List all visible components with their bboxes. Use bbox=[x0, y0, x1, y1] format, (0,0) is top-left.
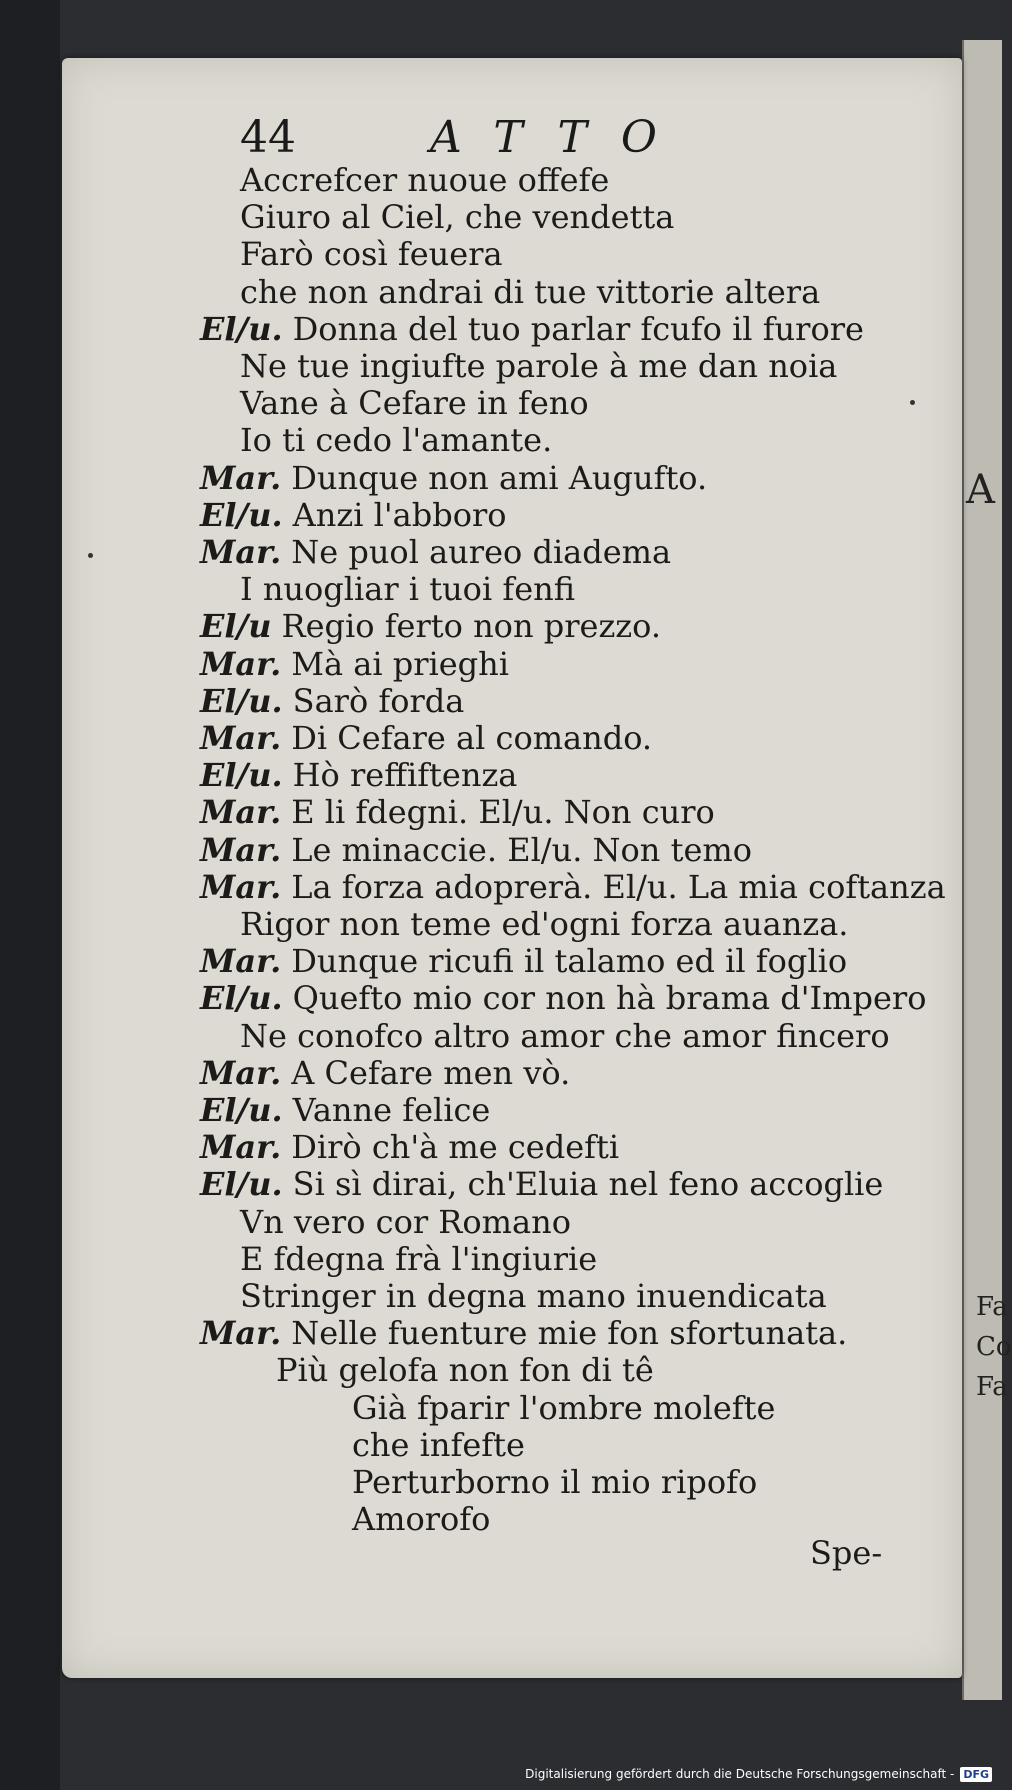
speaker-label: Mar. bbox=[200, 719, 282, 757]
ink-speck bbox=[910, 400, 915, 405]
verse-line bbox=[200, 311, 864, 347]
verse-text: Nelle fuenture mie fon sfortunata. bbox=[291, 1314, 848, 1353]
verse-text: che infefte bbox=[352, 1425, 525, 1464]
speaker-label: El/u. bbox=[200, 309, 283, 348]
verse-line bbox=[200, 1055, 570, 1091]
speaker-label: El/u. bbox=[200, 495, 283, 534]
verse-text: Le minaccie. El/u. Non temo bbox=[291, 830, 752, 869]
credit-text: Digitalisierung gefördert durch die Deutsche Forschungsgemeinschaft - bbox=[525, 1767, 955, 1781]
verse-line bbox=[240, 348, 837, 384]
speaker-label: El/u bbox=[200, 607, 272, 646]
verse-text: Si sì dirai, ch'Eluia nel feno accoglie bbox=[292, 1165, 884, 1204]
verse-line bbox=[200, 460, 707, 496]
ink-speck bbox=[88, 553, 93, 558]
verse-text: La forza adoprerà. El/u. La mia coftanza bbox=[291, 867, 946, 906]
verse-line bbox=[200, 1129, 619, 1165]
digitization-credit bbox=[525, 1764, 992, 1784]
verse-line bbox=[200, 683, 464, 719]
verse-line bbox=[200, 1166, 883, 1202]
verse-text: Perturborno il mio ripofo bbox=[352, 1463, 758, 1501]
verse-text: Ne tue ingiufte parole à me dan noia bbox=[240, 347, 838, 385]
verse-text: Regio ferto non prezzo. bbox=[281, 607, 662, 646]
verse-text: A Cefare men vò. bbox=[291, 1053, 571, 1092]
adjacent-fragment: A bbox=[966, 467, 995, 513]
adjacent-page-edge bbox=[962, 40, 1012, 1700]
verse-line bbox=[276, 1352, 654, 1388]
verse-line bbox=[352, 1501, 490, 1537]
verse-line bbox=[240, 422, 552, 458]
verse-text: Ne conofco altro amor che amor fincero bbox=[240, 1016, 890, 1055]
verse-line bbox=[200, 757, 517, 793]
verse-line bbox=[200, 943, 847, 979]
verse-text: Rigor non teme ed'ogni forza auanza. bbox=[240, 905, 849, 943]
verse-text: Vn vero cor Romano bbox=[240, 1202, 571, 1241]
verse-text: Anzi l'abboro bbox=[292, 495, 507, 534]
verse-text: Quefto mio cor non hà brama d'Impero bbox=[292, 979, 927, 1018]
verse-line bbox=[240, 199, 674, 235]
verse-text: Vane à Cefare in feno bbox=[240, 384, 589, 423]
verse-line bbox=[240, 162, 609, 198]
verse-line bbox=[240, 1241, 597, 1277]
verse-text: Dunque non ami Augufto. bbox=[291, 458, 708, 497]
speaker-label: Mar. bbox=[200, 533, 282, 571]
speaker-label: Mar. bbox=[200, 867, 282, 906]
verse-line bbox=[200, 646, 509, 682]
verse-text: Amorofo bbox=[352, 1500, 491, 1539]
adjacent-fragment: Fa bbox=[976, 1292, 1008, 1322]
verse-line bbox=[240, 1018, 890, 1054]
adjacent-fragment: Fa bbox=[976, 1372, 1008, 1402]
verse-text: Dunque ricufi il talamo ed il foglio bbox=[291, 942, 848, 981]
verse-text: Stringer in degna mano inuendicata bbox=[240, 1277, 827, 1315]
verse-line bbox=[240, 274, 820, 310]
speaker-label: Mar. bbox=[200, 644, 282, 683]
verse-text: Più gelofa non fon di tê bbox=[276, 1351, 654, 1390]
verse-line bbox=[352, 1427, 525, 1463]
page-header bbox=[230, 112, 690, 162]
speaker-label: Mar. bbox=[200, 942, 282, 981]
speaker-label: El/u. bbox=[200, 756, 283, 795]
speaker-label: El/u. bbox=[200, 1165, 283, 1204]
verse-line bbox=[352, 1390, 775, 1426]
verse-line bbox=[200, 869, 946, 905]
speaker-label: Mar. bbox=[200, 793, 282, 832]
verse-text: Di Cefare al comando. bbox=[291, 719, 653, 757]
verse-text: Dirò ch'à me cedefti bbox=[291, 1128, 620, 1167]
adjacent-fragment: Co bbox=[976, 1332, 1012, 1362]
speaker-label: Mar. bbox=[200, 1314, 282, 1353]
verse-text: Farò così feuera bbox=[240, 235, 503, 274]
verse-text: Ne puol aureo diadema bbox=[291, 533, 672, 571]
verse-line bbox=[240, 1278, 827, 1314]
verse-text: Hò reffiftenza bbox=[292, 756, 518, 795]
speaker-label: Mar. bbox=[200, 1128, 282, 1167]
verse-line bbox=[200, 832, 752, 868]
dfg-logo: DFG bbox=[960, 1767, 992, 1782]
verse-line bbox=[200, 1092, 490, 1128]
verse-line bbox=[240, 385, 589, 421]
verse-line bbox=[200, 1315, 847, 1351]
verse-text: E li fdegni. El/u. Non curo bbox=[291, 793, 715, 832]
verse-text: Sarò forda bbox=[292, 681, 465, 720]
verse-text: Già fparir l'ombre molefte bbox=[352, 1388, 776, 1427]
speaker-label: Mar. bbox=[200, 458, 282, 497]
verse-line bbox=[240, 571, 575, 607]
verse-text: Giuro al Ciel, che vendetta bbox=[240, 198, 675, 237]
verse-line bbox=[240, 236, 503, 272]
verse-line bbox=[240, 1204, 571, 1240]
verse-line bbox=[200, 980, 926, 1016]
verse-text: I nuogliar i tuoi fenfi bbox=[240, 570, 576, 609]
verse-line bbox=[240, 906, 848, 942]
verse-text: E fdegna frà l'ingiurie bbox=[240, 1239, 598, 1278]
verse-text: che non andrai di tue vittorie altera bbox=[240, 272, 821, 311]
verse-line bbox=[200, 608, 661, 644]
verse-line bbox=[352, 1464, 757, 1500]
verse-text: Vanne felice bbox=[292, 1091, 491, 1129]
speaker-label: Mar. bbox=[200, 830, 282, 869]
verse-line bbox=[200, 497, 507, 533]
verse-text: Io ti cedo l'amante. bbox=[240, 421, 553, 460]
verse-text: Accrefcer nuoue offefe bbox=[240, 161, 610, 199]
verse-text: Mà ai prieghi bbox=[291, 644, 509, 683]
verse-line bbox=[200, 794, 715, 830]
running-head: ATTO bbox=[430, 112, 691, 163]
speaker-label: El/u. bbox=[200, 979, 283, 1018]
scan-left-edge bbox=[0, 0, 60, 1790]
page-number: 44 bbox=[240, 112, 296, 163]
speaker-label: Mar. bbox=[200, 1053, 282, 1092]
speaker-label: El/u. bbox=[200, 681, 283, 720]
verse-text: Donna del tuo parlar fcufo il furore bbox=[292, 309, 864, 348]
catchword: Spe- bbox=[810, 1534, 883, 1572]
verse-line bbox=[200, 720, 652, 756]
speaker-label: El/u. bbox=[200, 1091, 283, 1129]
verse-line bbox=[200, 534, 671, 570]
